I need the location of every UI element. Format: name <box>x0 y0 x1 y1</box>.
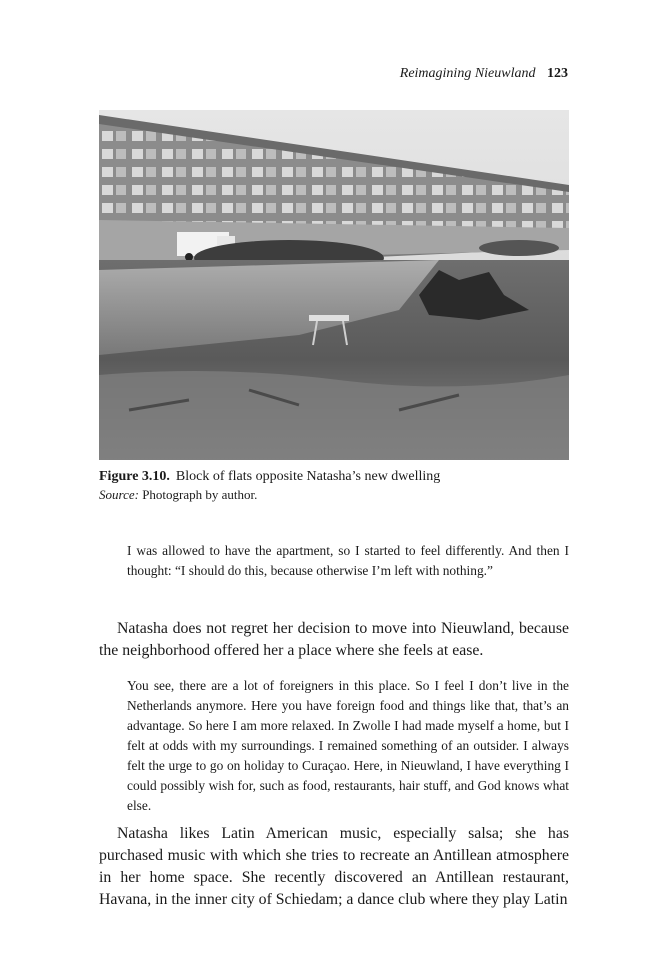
source-label: Source: <box>99 487 139 502</box>
block-quote-2 <box>127 676 569 816</box>
figure-caption-text: Block of flats opposite Natasha’s new dwelling <box>175 469 441 484</box>
block-quote-2-text: You see, there are a lot of foreigners in this place. So I feel I don’t live in the Netherlands anymore. Here you have foreign food and things like that, that’s an advantage. So here I am more relaxed. In Zwolle I had made myself a home, but I felt at odds with my surroundings. I remained something of an outsider. I always felt the urge to go on holiday to Curaçao. Here, in Nieuwland, I have everything I could possibly wish for, such as food, restaurants, hair stuff, and God knows what else. <box>127 678 569 813</box>
figure-caption <box>99 468 569 504</box>
figure-label: Figure 3.10. <box>99 469 170 484</box>
source-text: Photograph by author. <box>142 487 258 502</box>
photo-flats-illustration <box>99 110 569 460</box>
body-paragraph-1-text: Natasha does not regret her decision to move into Nieuwland, because the neighborhood offered her a place where she feels at ease. <box>99 620 569 659</box>
page-number: 123 <box>547 66 568 81</box>
block-quote-1-text: I was allowed to have the apartment, so I started to feel differently. And then I thought: “I should do this, because otherwise I’m left with nothing.” <box>127 543 569 578</box>
block-quote-1 <box>127 541 569 581</box>
body-paragraph-2 <box>99 823 569 911</box>
body-paragraph-1 <box>99 618 569 662</box>
body-paragraph-2-text: Natasha likes Latin American music, especially salsa; she has purchased music with which she tries to recreate an Antillean atmosphere in her home space. She recently discovered an Antillean restaurant, Havana, in the inner city of Schiedam; a dance club where they play Latin <box>99 825 569 908</box>
figure-photo <box>99 110 569 460</box>
running-head-title: Reimagining Nieuwland <box>399 66 536 81</box>
running-head <box>400 66 568 82</box>
